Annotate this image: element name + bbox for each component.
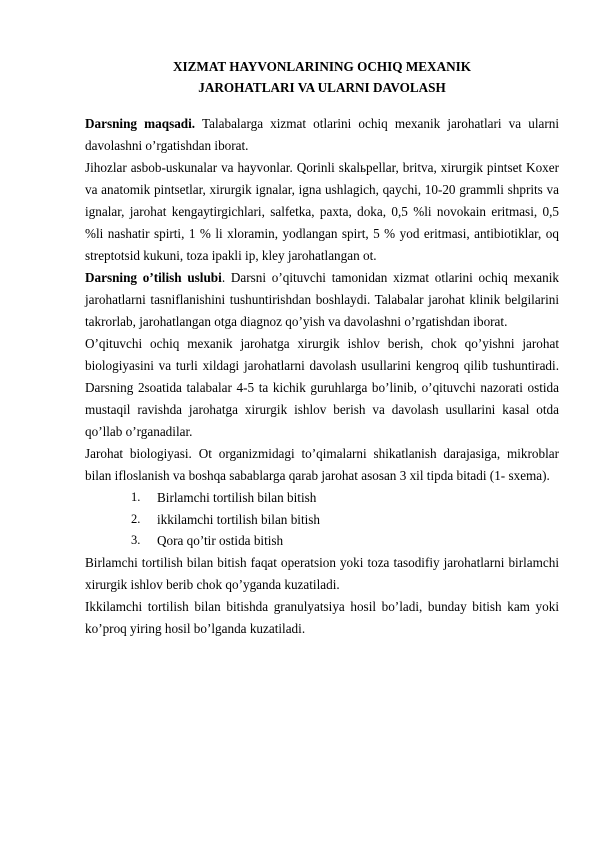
paragraph-equipment: Jihozlar asbob-uskunalar va hayvonlar. Qorinli skalьpellar, britva, xirurgik pintset Koxer va anatomik pintsetlar, xirurgik ignalar, igna ushlagich, qaychi, 10-20 grammli shprits va ignalar, jarohat kengaytirgichlari, salfetka, paxta, doka, 0,5 %li novokain eritmasi, 0,5 %li nashatir spirti, 1 % li xloramin, yodlangan spirt, 5 % yod eritmasi, antibiotiklar, oq streptotsid kukuni, toza ipakli ip, kley jarohatlangan ot. [85, 160, 559, 263]
list-item [85, 487, 559, 509]
document-title [85, 56, 559, 98]
list-item-number: 3. [131, 533, 141, 547]
title-line-1: XIZMAT HAYVONLARINING OCHIQ MEXANIK [172, 59, 472, 74]
lesson-goal-heading: Darsning maqsadi. [85, 116, 196, 131]
paragraph-primary-healing: Birlamchi tortilish bilan bitish faqat operatsion yoki toza tasodifiy jarohatlarni birlamchi xirurgik ishlov berib chok qo’yganda kuzatiladi. [85, 554, 559, 592]
paragraph-lesson-goal [85, 113, 559, 157]
title-line-2: JAROHATLARI VA ULARNI DAVOLASH [198, 80, 446, 95]
lesson-goal-text: Talabalarga xizmat otlarini ochiq mexanik jarohatlari va ularni davolashni o’rgatishdan iborat. [85, 116, 559, 153]
list-item-number: 2. [131, 511, 141, 526]
list-item-text: Birlamchi tortilish bilan bitish [157, 490, 317, 505]
list-item [85, 509, 559, 531]
list-item-text: Qora qo’tir ostida bitish [157, 533, 284, 548]
paragraph-wound-biology: Jarohat biologiyasi. Ot organizmidagi to’qimalarni shikatlanish darajasiga, mikroblar bilan ifloslanish va boshqa sabablarga qarab jarohat asosan 3 xil tipda bitadi (1- sxema). [85, 446, 559, 483]
teaching-method-text: . Darsni o’qituvchi tamonidan xizmat otlarini ochiq mexanik jarohatlarni tasniflanishini tushuntirishdan boshlaydi. Talabalar jarohat klinik belgilarini takrorlab, jarohatlangan otga diagnoz qo’yish va davolashni o’rgatishdan iborat. [85, 270, 559, 329]
healing-types-list [85, 487, 559, 552]
document-page [85, 56, 559, 640]
paragraph-teacher-explanation: O’qituvchi ochiq mexanik jarohatga xirurgik ishlov berish, chok qo’yishni jarohat biologiyasini va turli xildagi jarohatlarni davolash usullarini kengroq qilib tushuntiradi. Darsning 2soatida talabalar 4-5 ta kichik guruhlarga bo’linib, o’qituvchi nazorati ostida mustaqil ravishda jarohatga xirurgik ishlov berish va davolash usullarini kasal otda qo’llab o’rganadilar. [85, 336, 559, 439]
teaching-method-heading: Darsning o’tilish uslubi [85, 270, 222, 285]
list-item-text: ikkilamchi tortilish bilan bitish [157, 511, 321, 527]
paragraph-secondary-healing: Ikkilamchi tortilish bilan bitishda granulyatsiya hosil bo’ladi, bunday bitish kam yoki ko’proq yiring hosil bo’lganda kuzatiladi. [85, 598, 559, 636]
list-item-number: 1. [131, 490, 141, 504]
title-spacer [85, 98, 559, 113]
paragraph-teaching-method [85, 267, 559, 333]
list-item [85, 530, 559, 552]
